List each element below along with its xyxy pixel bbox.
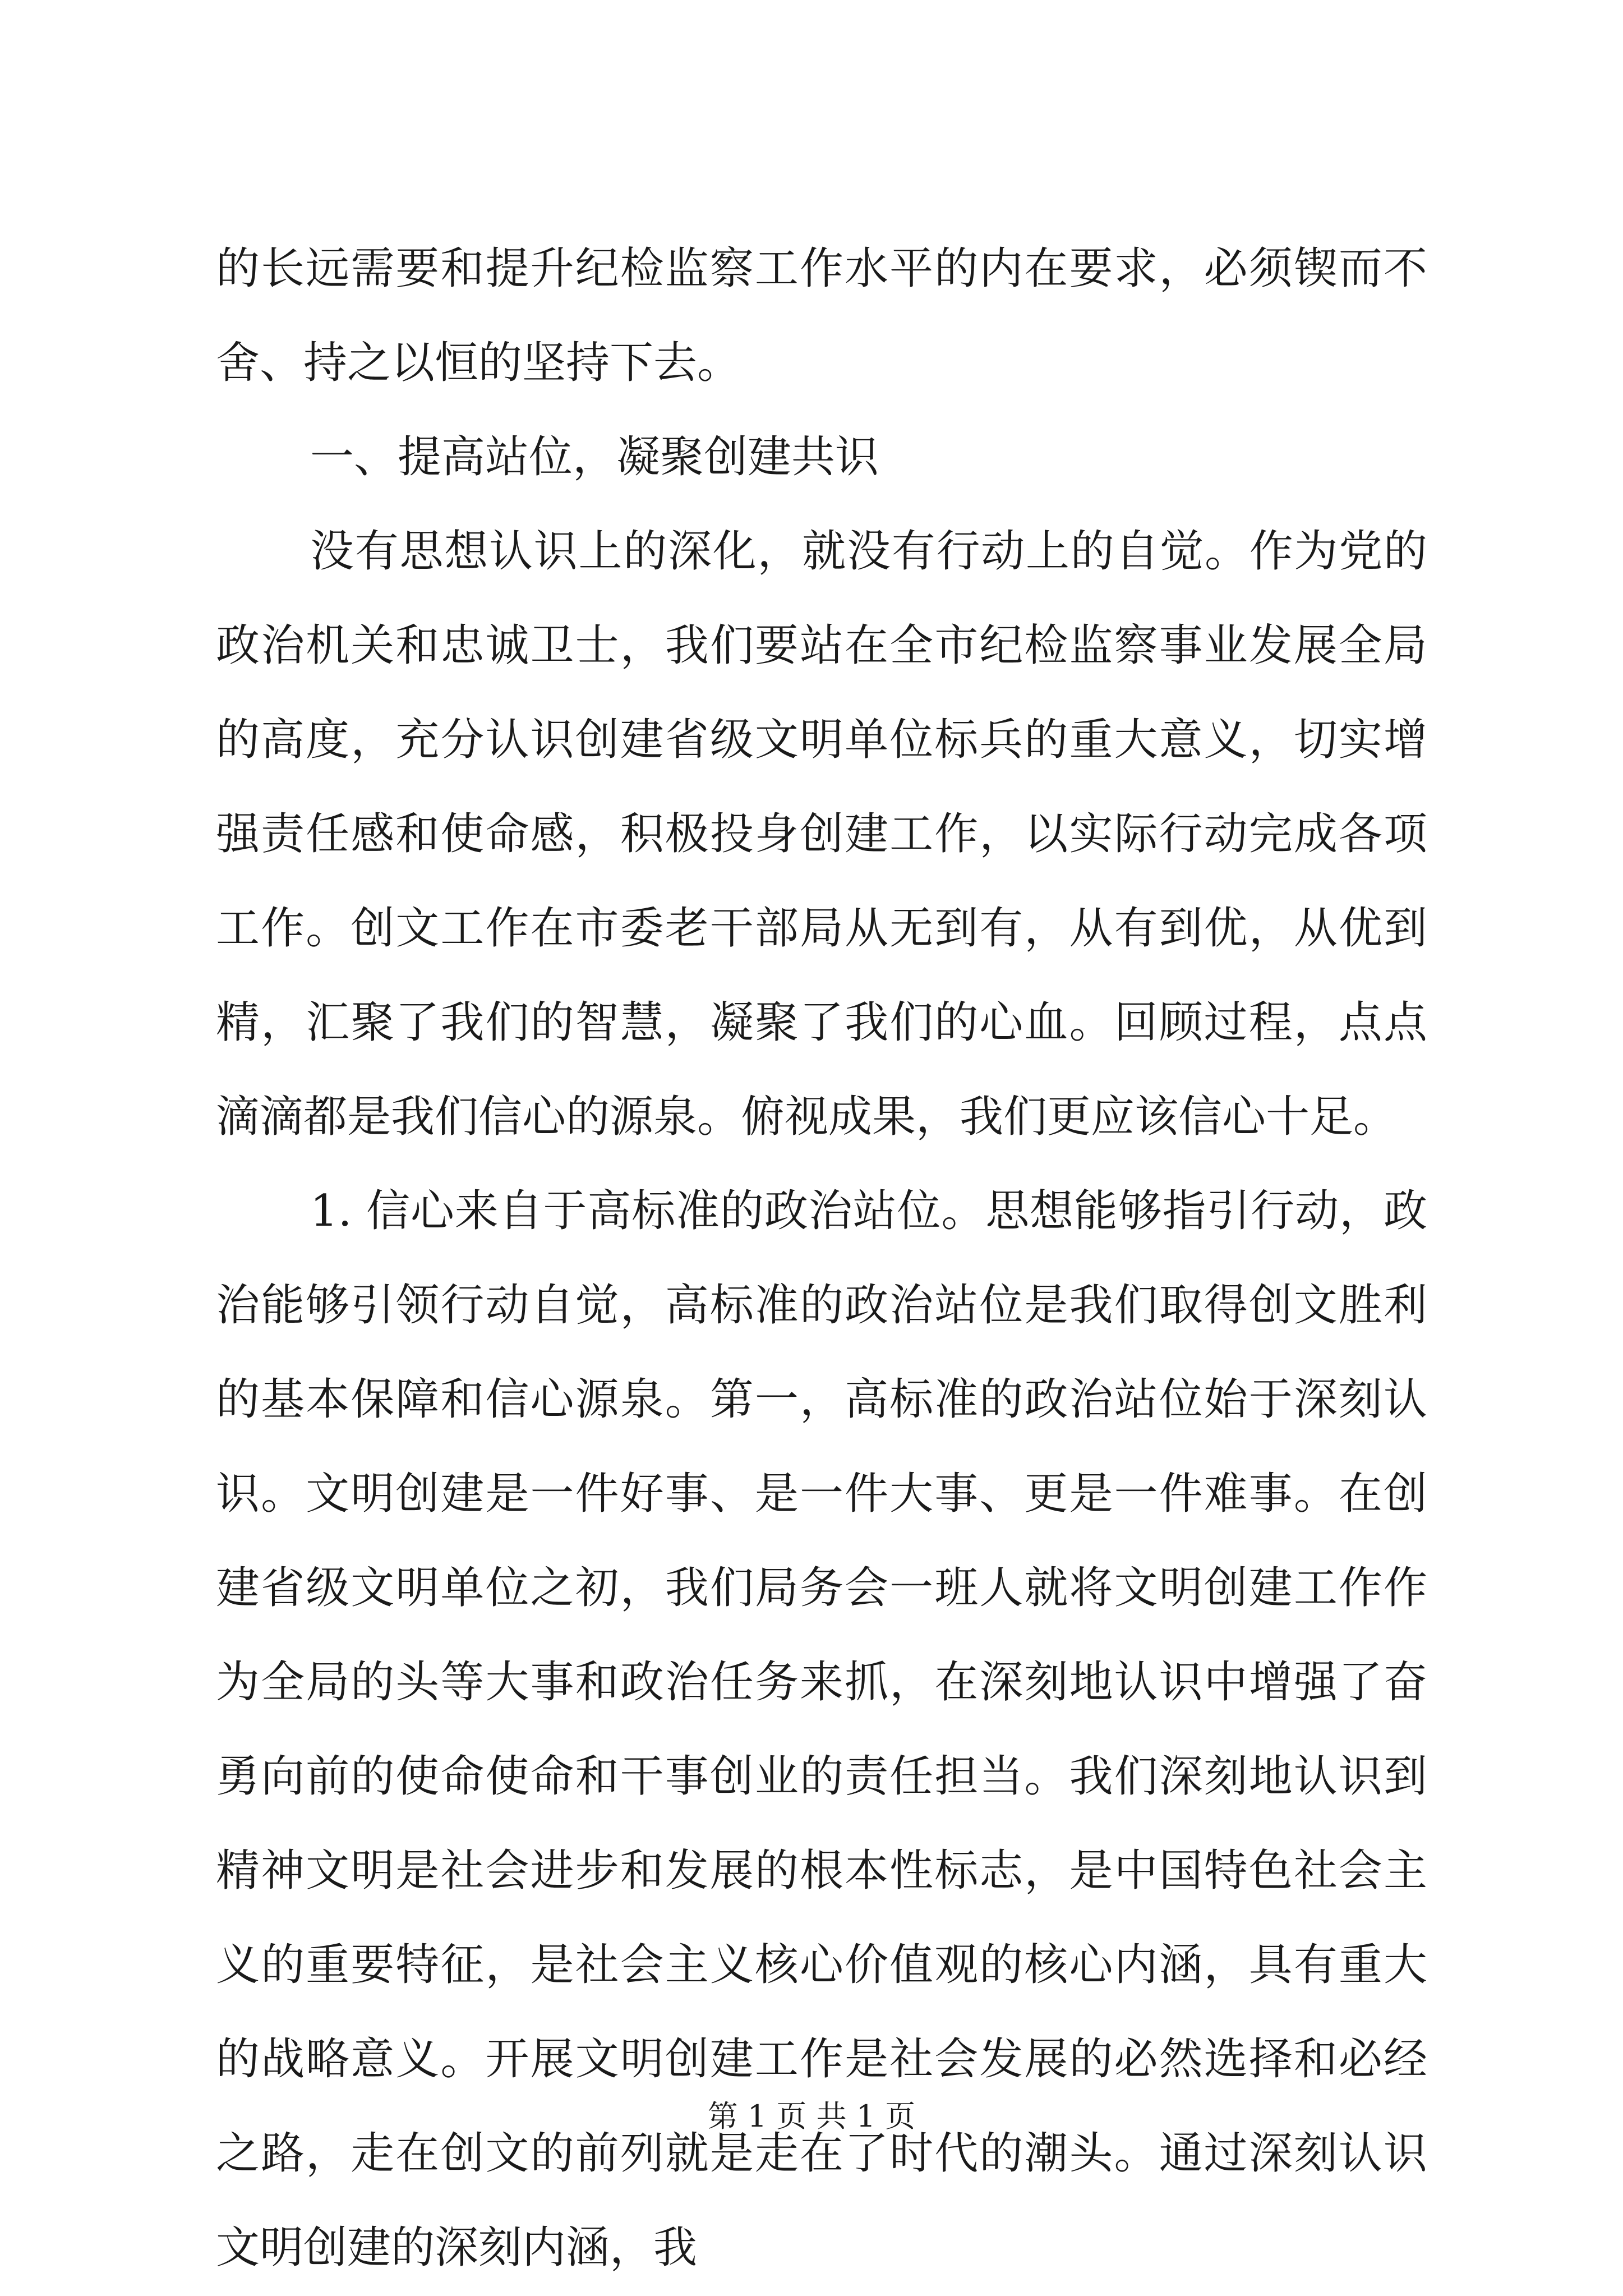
paragraph: 没有思想认识上的深化，就没有行动上的自觉。作为党的政治机关和忠诚卫士，我们要站在全市纪检监察事业发展全局的高度，充分认识创建省级文明单位标兵的重大意义，切实增强责任感和使命感，积极投身创建工作，以实际行动完成各项工作。创文工作在市委老干部局从无到有，从有到优，从优到精，汇聚了我们的智慧，凝聚了我们的心血。回顾过程，点点滴滴都是我们信心的源泉。俯视成果，我们更应该信心十足。 bbox=[216, 526, 1427, 1142]
document-body bbox=[216, 222, 1427, 2295]
section-heading: 一、提高站位，凝聚创建共识 bbox=[310, 432, 879, 482]
paragraph: 1. 信心来自于高标准的政治站位。思想能够指引行动，政治能够引领行动自觉，高标准的政治站位是我们取得创文胜利的基本保障和信心源泉。第一，高标准的政治站位始于深刻认识。文明创建是一件好事、是一件大事、更是一件难事。在创建省级文明单位之初，我们局务会一班人就将文明创建工作作为全局的头等大事和政治任务来抓，在深刻地认识中增强了奋勇向前的使命使命和干事创业的责任担当。我们深刻地认识到精神文明是社会进步和发展的根本性标志，是中国特色社会主义的重要特征，是社会主义核心价值观的核心内涵，具有重大的战略意义。开展文明创建工作是社会发展的必然选择和必经之路，走在创文的前列就是走在了时代的潮头。通过深刻认识文明创建的深刻内涵，我 bbox=[216, 1186, 1427, 2273]
page-footer: 第 1 页 共 1 页 bbox=[707, 2099, 916, 2134]
paragraph-continuation: 的长远需要和提升纪检监察工作水平的内在要求，必须锲而不舍、持之以恒的坚持下去。 bbox=[216, 243, 1427, 388]
